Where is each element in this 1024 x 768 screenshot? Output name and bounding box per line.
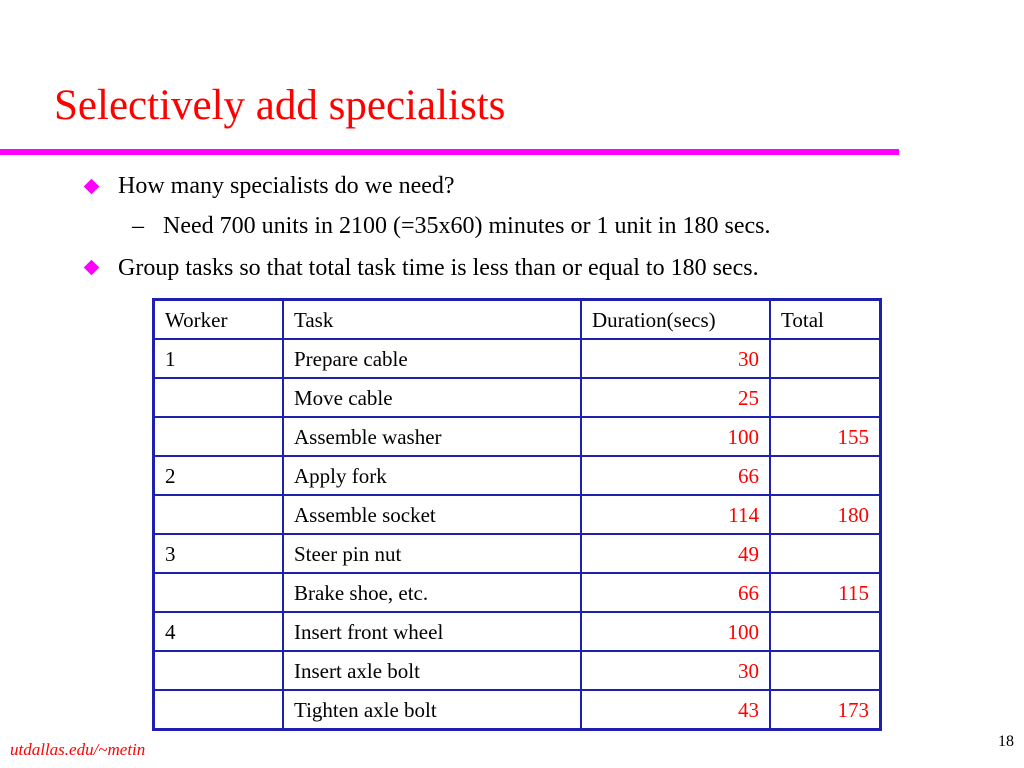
task-assignment-table — [152, 298, 882, 731]
cell-task: Move cable — [283, 378, 581, 417]
cell-total: 155 — [770, 417, 881, 456]
cell-total — [770, 339, 881, 378]
cell-duration: 49 — [581, 534, 770, 573]
cell-worker: 3 — [154, 534, 284, 573]
cell-task: Insert axle bolt — [283, 651, 581, 690]
cell-duration: 30 — [581, 651, 770, 690]
cell-duration: 100 — [581, 612, 770, 651]
cell-task: Insert front wheel — [283, 612, 581, 651]
cell-task: Brake shoe, etc. — [283, 573, 581, 612]
cell-total — [770, 378, 881, 417]
bullet-item: Group tasks so that total task time is less than or equal to 180 secs. — [118, 255, 759, 281]
cell-task: Assemble washer — [283, 417, 581, 456]
slide-title: Selectively add specialists — [54, 82, 506, 129]
table-row — [154, 651, 881, 690]
cell-task: Tighten axle bolt — [283, 690, 581, 730]
diamond-bullet-icon — [84, 260, 100, 276]
table-row — [154, 378, 881, 417]
cell-total: 180 — [770, 495, 881, 534]
table-header-row — [154, 300, 881, 340]
cell-task: Assemble socket — [283, 495, 581, 534]
table-row — [154, 573, 881, 612]
cell-duration: 30 — [581, 339, 770, 378]
header-total: Total — [770, 300, 881, 340]
cell-task: Apply fork — [283, 456, 581, 495]
cell-duration: 43 — [581, 690, 770, 730]
cell-worker — [154, 573, 284, 612]
cell-worker — [154, 417, 284, 456]
table-row — [154, 690, 881, 730]
table-row — [154, 339, 881, 378]
table-row — [154, 417, 881, 456]
cell-duration: 25 — [581, 378, 770, 417]
header-duration: Duration(secs) — [581, 300, 770, 340]
cell-total — [770, 534, 881, 573]
page-number: 18 — [998, 733, 1014, 750]
cell-duration: 114 — [581, 495, 770, 534]
diamond-bullet-icon — [84, 179, 100, 195]
table-row — [154, 456, 881, 495]
cell-worker: 4 — [154, 612, 284, 651]
cell-worker — [154, 651, 284, 690]
cell-duration: 66 — [581, 573, 770, 612]
cell-total — [770, 651, 881, 690]
table-row — [154, 612, 881, 651]
footer-source: utdallas.edu/~metin — [10, 740, 146, 759]
cell-total — [770, 612, 881, 651]
table-row — [154, 495, 881, 534]
cell-worker — [154, 495, 284, 534]
cell-duration: 66 — [581, 456, 770, 495]
cell-total — [770, 456, 881, 495]
cell-total: 115 — [770, 573, 881, 612]
cell-worker: 1 — [154, 339, 284, 378]
bullet-item: How many specialists do we need? — [118, 173, 455, 199]
table-row — [154, 534, 881, 573]
cell-worker: 2 — [154, 456, 284, 495]
sub-bullet-item: Need 700 units in 2100 (=35x60) minutes or 1 unit in 180 secs. — [163, 213, 771, 239]
title-divider — [0, 149, 899, 155]
cell-worker — [154, 690, 284, 730]
cell-worker — [154, 378, 284, 417]
cell-duration: 100 — [581, 417, 770, 456]
header-task: Task — [283, 300, 581, 340]
cell-total: 173 — [770, 690, 881, 730]
dash-bullet-icon: – — [132, 213, 144, 239]
cell-task: Steer pin nut — [283, 534, 581, 573]
header-worker: Worker — [154, 300, 284, 340]
cell-task: Prepare cable — [283, 339, 581, 378]
